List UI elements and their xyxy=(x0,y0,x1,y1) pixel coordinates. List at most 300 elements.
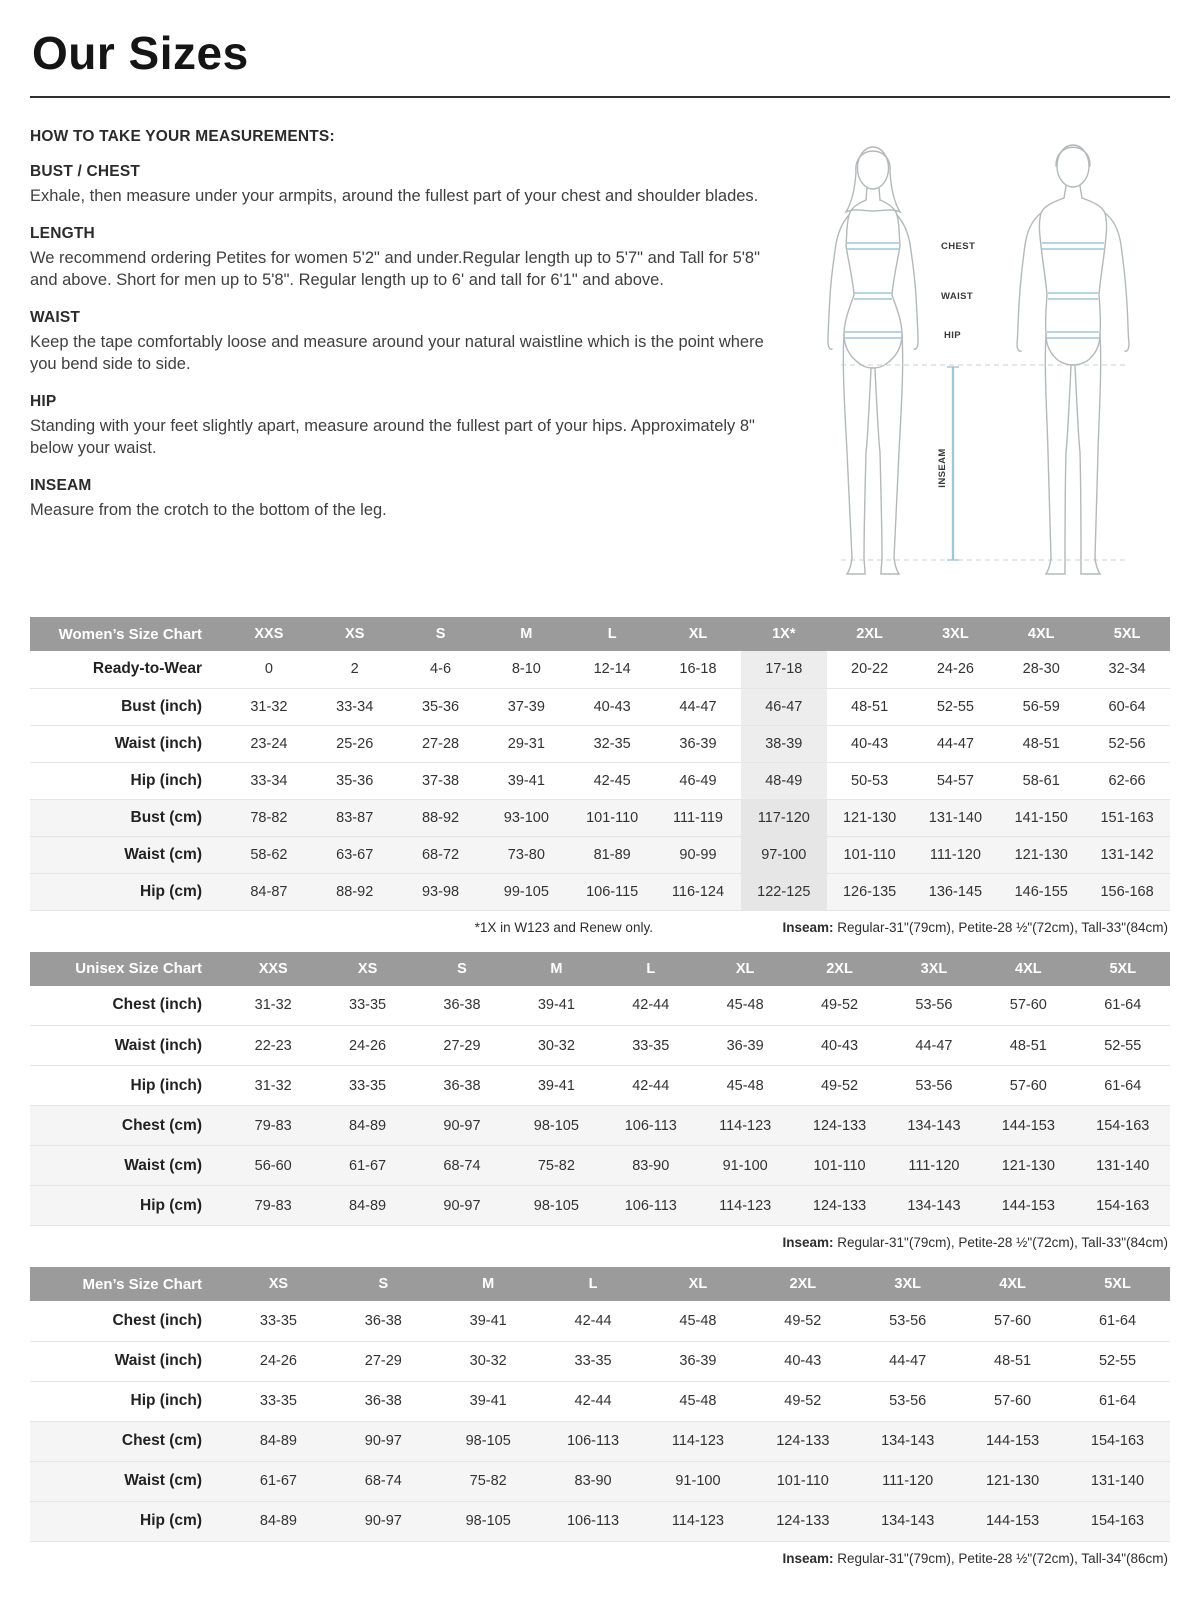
size-cell: 91-100 xyxy=(698,1146,792,1186)
size-cell: 49-52 xyxy=(784,1312,822,1329)
size-cell: 131-142 xyxy=(1084,836,1170,873)
guide-text xyxy=(30,128,778,593)
size-cell: 131-140 xyxy=(913,799,999,836)
size-cell: 81-89 xyxy=(569,836,655,873)
table-row xyxy=(30,799,1170,836)
col-header-4xl: 4XL xyxy=(960,1267,1065,1301)
size-cell: 52-56 xyxy=(1108,735,1146,752)
section-heading-1: LENGTH xyxy=(30,224,95,242)
col-header-m: M xyxy=(483,617,569,651)
size-cell: 33-35 xyxy=(574,1353,612,1369)
waist-label: WAIST xyxy=(941,291,974,302)
size-cell: 42-44 xyxy=(574,1312,612,1329)
size-cell: 49-52 xyxy=(820,997,859,1014)
size-cell: 84-87 xyxy=(226,873,312,910)
size-cell: 144-153 xyxy=(981,1186,1075,1226)
col-header-s: S xyxy=(331,1267,436,1301)
chest-label: CHEST xyxy=(941,241,976,252)
size-cell: 68-74 xyxy=(415,1146,509,1186)
col-header-xl: XL xyxy=(655,617,741,651)
row-label: Waist (inch) xyxy=(114,1352,202,1369)
size-cell: 31-32 xyxy=(250,698,288,715)
size-cell: 83-90 xyxy=(604,1146,698,1186)
size-cell: 98-105 xyxy=(509,1106,603,1146)
col-header-l: L xyxy=(604,952,698,986)
size-cell: 20-22 xyxy=(851,661,889,678)
size-cell: 114-123 xyxy=(698,1186,792,1226)
size-cell: 91-100 xyxy=(646,1461,751,1501)
row-label: Chest (inch) xyxy=(112,1311,202,1329)
size-cell: 56-60 xyxy=(226,1146,320,1186)
size-cell: 36-39 xyxy=(726,1037,764,1054)
size-cell: 48-51 xyxy=(994,1353,1032,1369)
size-cell: 52-55 xyxy=(1104,1037,1142,1054)
row-label: Waist (cm) xyxy=(30,1146,226,1186)
section-text-0: Exhale, then measure under your armpits, around the fullest part of your chest and shoulder blades. xyxy=(30,187,759,205)
womens-size-table xyxy=(30,617,1170,911)
table-row xyxy=(30,1106,1170,1146)
size-cell: 73-80 xyxy=(483,836,569,873)
size-cell: 31-32 xyxy=(254,1077,292,1094)
size-cell: 84-89 xyxy=(226,1501,331,1541)
size-cell: 124-133 xyxy=(750,1421,855,1461)
size-cell: 25-26 xyxy=(336,735,374,752)
col-header-1x*: 1X* xyxy=(741,617,827,651)
measurement-figure-svg xyxy=(801,128,1166,593)
size-cell: 22-23 xyxy=(254,1037,292,1054)
female-figure xyxy=(828,147,918,574)
section-heading-2: WAIST xyxy=(30,308,81,326)
table-row xyxy=(30,651,1170,688)
size-cell: 58-62 xyxy=(226,836,312,873)
row-label: Bust (inch) xyxy=(121,697,202,715)
col-header-s: S xyxy=(415,952,509,986)
table-row xyxy=(30,1301,1170,1341)
size-cell: 116-124 xyxy=(655,873,741,910)
size-cell: 44-47 xyxy=(936,735,974,752)
col-header-4xl: 4XL xyxy=(998,617,1084,651)
size-cell: 44-47 xyxy=(889,1353,927,1369)
section-text-1: We recommend ordering Petites for women 5'2" and under.Regular length up to 5'7" and Tall for 5'8" and above. Short for men up to 5'8". Regular length up to 6' and tall for 6'1" and above. xyxy=(30,248,760,289)
size-cell: 57-60 xyxy=(994,1312,1032,1329)
size-cell: 45-48 xyxy=(679,1312,717,1329)
size-cell: 49-52 xyxy=(784,1393,822,1409)
size-cell: 24-26 xyxy=(259,1353,297,1369)
size-cell: 88-92 xyxy=(398,799,484,836)
row-label: Bust (cm) xyxy=(30,799,226,836)
size-cell: 101-110 xyxy=(569,799,655,836)
size-cell: 53-56 xyxy=(915,1077,953,1094)
row-label: Ready-to-Wear xyxy=(92,660,202,678)
size-cell: 39-41 xyxy=(537,1077,575,1094)
row-label: Waist (inch) xyxy=(114,734,202,752)
size-cell: 114-123 xyxy=(646,1501,751,1541)
size-cell: 30-32 xyxy=(537,1037,575,1054)
table-row xyxy=(30,1066,1170,1106)
size-cell: 122-125 xyxy=(741,873,827,910)
size-cell: 37-38 xyxy=(421,772,460,789)
size-cell: 58-61 xyxy=(1022,772,1060,789)
row-label: Chest (inch) xyxy=(112,996,202,1014)
size-cell: 48-51 xyxy=(1022,735,1060,752)
asterisk-footnote: *1X in W123 and Renew only. xyxy=(474,919,653,935)
col-header-xxs: XXS xyxy=(226,617,312,651)
hip-label: HIP xyxy=(944,330,962,341)
unisex-size-chart xyxy=(30,952,1170,1256)
inseam-footnote: Inseam: Regular-31"(79cm), Petite-28 ½"(72cm), Tall-34"(86cm) xyxy=(782,1550,1168,1566)
size-cell: 33-35 xyxy=(349,1077,387,1094)
size-cell: 32-34 xyxy=(1108,661,1146,678)
size-cell: 106-113 xyxy=(604,1186,698,1226)
size-cell: 61-64 xyxy=(1098,1312,1137,1329)
col-header-s: S xyxy=(398,617,484,651)
size-cell: 31-32 xyxy=(254,997,292,1014)
size-cell: 23-24 xyxy=(250,735,288,752)
table-title: Men’s Size Chart xyxy=(30,1267,226,1301)
size-cell: 106-115 xyxy=(569,873,655,910)
size-cell: 45-48 xyxy=(679,1393,717,1409)
size-cell: 101-110 xyxy=(792,1146,886,1186)
size-cell: 33-35 xyxy=(632,1037,670,1054)
size-cell: 39-41 xyxy=(537,997,575,1014)
guide-heading: HOW TO TAKE YOUR MEASUREMENTS: xyxy=(30,128,335,145)
row-label: Chest (cm) xyxy=(30,1421,226,1461)
size-cell: 39-41 xyxy=(469,1312,507,1329)
size-cell: 121-130 xyxy=(998,836,1084,873)
inseam-dashed-guides xyxy=(841,365,1126,560)
size-cell: 48-51 xyxy=(1009,1037,1047,1054)
size-cell: 75-82 xyxy=(436,1461,541,1501)
size-cell: 154-163 xyxy=(1076,1106,1170,1146)
row-label: Hip (cm) xyxy=(30,1186,226,1226)
size-cell: 68-74 xyxy=(331,1461,436,1501)
size-cell: 134-143 xyxy=(887,1106,981,1146)
male-figure xyxy=(1017,145,1129,574)
size-cell: 36-38 xyxy=(364,1312,402,1329)
col-header-l: L xyxy=(541,1267,646,1301)
size-cell: 90-97 xyxy=(415,1106,509,1146)
table-row xyxy=(30,986,1170,1026)
size-cell: 134-143 xyxy=(855,1421,960,1461)
size-cell: 131-140 xyxy=(1076,1146,1170,1186)
size-cell: 27-28 xyxy=(421,735,460,752)
tables-wrap xyxy=(30,617,1170,1571)
size-cell: 28-30 xyxy=(1022,661,1060,678)
size-cell: 61-64 xyxy=(1104,1077,1142,1094)
size-cell: 56-59 xyxy=(1022,698,1060,715)
col-header-xs: XS xyxy=(226,1267,331,1301)
size-cell: 44-47 xyxy=(679,698,717,715)
size-cell: 98-105 xyxy=(436,1501,541,1541)
section-text-2: Keep the tape comfortably loose and measure around your natural waistline which is the point where you bend side to side. xyxy=(30,332,764,373)
size-cell: 151-163 xyxy=(1084,799,1170,836)
size-cell: 46-49 xyxy=(679,772,717,789)
size-cell: 90-97 xyxy=(331,1501,436,1541)
col-header-xs: XS xyxy=(320,952,414,986)
size-cell: 33-34 xyxy=(250,772,288,789)
size-cell: 134-143 xyxy=(855,1501,960,1541)
size-cell: 75-82 xyxy=(509,1146,603,1186)
size-cell: 12-14 xyxy=(593,661,631,678)
size-cell: 68-72 xyxy=(398,836,484,873)
size-cell: 42-45 xyxy=(593,772,631,789)
size-cell: 8-10 xyxy=(511,661,541,678)
inseam-footnote: Inseam: Regular-31"(79cm), Petite-28 ½"(72cm), Tall-33"(84cm) xyxy=(782,1235,1168,1250)
size-cell: 48-49 xyxy=(741,762,827,799)
size-cell: 90-97 xyxy=(415,1186,509,1226)
size-cell: 124-133 xyxy=(792,1106,886,1146)
size-cell: 30-32 xyxy=(469,1353,507,1369)
size-cell: 101-110 xyxy=(750,1461,855,1501)
col-header-l: L xyxy=(569,617,655,651)
size-cell: 154-163 xyxy=(1076,1186,1170,1226)
size-cell: 83-87 xyxy=(312,799,398,836)
col-header-xl: XL xyxy=(646,1267,751,1301)
col-header-xl: XL xyxy=(698,952,792,986)
size-cell: 121-130 xyxy=(827,799,913,836)
size-cell: 36-38 xyxy=(364,1393,402,1409)
size-cell: 154-163 xyxy=(1065,1501,1170,1541)
section-text-4: Measure from the crotch to the bottom of the leg. xyxy=(30,500,387,519)
size-cell: 35-36 xyxy=(421,698,460,715)
female-measure-lines xyxy=(844,243,902,338)
size-cell: 52-55 xyxy=(936,698,974,715)
size-cell: 93-100 xyxy=(483,799,569,836)
row-label: Waist (cm) xyxy=(30,1461,226,1501)
size-cell: 54-57 xyxy=(936,772,974,789)
size-cell: 111-120 xyxy=(887,1146,981,1186)
table-footnotes xyxy=(30,920,1170,940)
row-label: Hip (inch) xyxy=(130,1076,202,1094)
col-header-m: M xyxy=(436,1267,541,1301)
section-text-3: Standing with your feet slightly apart, measure around the fullest part of your hips. Approximately 8" below your waist. xyxy=(30,416,755,457)
size-cell: 99-105 xyxy=(483,873,569,910)
size-cell: 84-89 xyxy=(320,1186,414,1226)
size-cell: 101-110 xyxy=(827,836,913,873)
inseam-label: INSEAM xyxy=(937,448,948,488)
size-cell: 24-26 xyxy=(936,661,974,678)
size-cell: 156-168 xyxy=(1084,873,1170,910)
inseam-footnote: Inseam: Regular-31"(79cm), Petite-28 ½"(72cm), Tall-33"(84cm) xyxy=(782,919,1168,935)
col-header-3xl: 3XL xyxy=(887,952,981,986)
col-header-2xl: 2XL xyxy=(792,952,886,986)
size-cell: 39-41 xyxy=(469,1393,507,1409)
col-header-5xl: 5XL xyxy=(1065,1267,1170,1301)
table-row xyxy=(30,1461,1170,1501)
col-header-2xl: 2XL xyxy=(750,1267,855,1301)
size-cell: 111-120 xyxy=(855,1461,960,1501)
table-row xyxy=(30,1186,1170,1226)
size-cell: 40-43 xyxy=(820,1037,859,1054)
guide-sections xyxy=(30,163,778,522)
col-header-5xl: 5XL xyxy=(1076,952,1170,986)
size-cell: 2 xyxy=(350,661,359,678)
col-header-3xl: 3XL xyxy=(913,617,999,651)
size-cell: 57-60 xyxy=(994,1393,1032,1409)
size-cell: 111-119 xyxy=(655,799,741,836)
size-cell: 131-140 xyxy=(1065,1461,1170,1501)
size-cell: 84-89 xyxy=(226,1421,331,1461)
size-cell: 0 xyxy=(264,661,273,678)
size-cell: 136-145 xyxy=(913,873,999,910)
size-cell: 48-51 xyxy=(851,698,889,715)
size-cell: 42-44 xyxy=(632,997,670,1014)
size-cell: 33-35 xyxy=(259,1393,297,1409)
size-cell: 93-98 xyxy=(398,873,484,910)
size-cell: 90-97 xyxy=(331,1421,436,1461)
size-cell: 16-18 xyxy=(679,661,717,678)
measurement-guide xyxy=(30,128,1170,593)
size-cell: 53-56 xyxy=(889,1393,927,1409)
table-row xyxy=(30,873,1170,910)
size-cell: 35-36 xyxy=(336,772,374,789)
size-cell: 111-120 xyxy=(913,836,999,873)
size-cell: 106-113 xyxy=(604,1106,698,1146)
size-cell: 62-66 xyxy=(1108,772,1146,789)
size-cell: 124-133 xyxy=(750,1501,855,1541)
size-cell: 17-18 xyxy=(741,651,827,688)
section-heading-4: INSEAM xyxy=(30,476,92,494)
size-cell: 106-113 xyxy=(541,1421,646,1461)
table-footnotes xyxy=(30,1235,1170,1255)
size-cell: 63-67 xyxy=(312,836,398,873)
size-cell: 29-31 xyxy=(507,735,545,752)
table-row xyxy=(30,1146,1170,1186)
size-cell: 61-64 xyxy=(1098,1393,1137,1409)
size-cell: 4-6 xyxy=(430,661,452,678)
size-cell: 44-47 xyxy=(915,1037,953,1054)
size-cell: 84-89 xyxy=(320,1106,414,1146)
size-cell: 146-155 xyxy=(998,873,1084,910)
size-cell: 97-100 xyxy=(741,836,827,873)
table-row xyxy=(30,1501,1170,1541)
size-cell: 27-29 xyxy=(364,1353,402,1369)
row-label: Chest (cm) xyxy=(30,1106,226,1146)
size-cell: 144-153 xyxy=(960,1501,1065,1541)
size-cell: 121-130 xyxy=(960,1461,1065,1501)
col-header-2xl: 2XL xyxy=(827,617,913,651)
size-cell: 37-39 xyxy=(507,698,545,715)
col-header-3xl: 3XL xyxy=(855,1267,960,1301)
size-cell: 38-39 xyxy=(741,725,827,762)
size-cell: 90-99 xyxy=(655,836,741,873)
size-cell: 79-83 xyxy=(226,1106,320,1146)
size-cell: 79-83 xyxy=(226,1186,320,1226)
size-cell: 36-38 xyxy=(443,1077,481,1094)
col-header-4xl: 4XL xyxy=(981,952,1075,986)
size-cell: 33-35 xyxy=(259,1312,297,1329)
size-cell: 144-153 xyxy=(960,1421,1065,1461)
row-label: Waist (inch) xyxy=(114,1036,202,1054)
size-cell: 45-48 xyxy=(726,997,764,1014)
size-cell: 27-29 xyxy=(443,1037,481,1054)
size-cell: 36-39 xyxy=(679,1353,717,1369)
inseam-line xyxy=(947,367,959,560)
table-row xyxy=(30,1421,1170,1461)
size-cell: 42-44 xyxy=(632,1077,670,1094)
size-cell: 50-53 xyxy=(851,772,889,789)
size-cell: 40-43 xyxy=(784,1353,822,1369)
size-cell: 121-130 xyxy=(981,1146,1075,1186)
male-measure-lines xyxy=(1042,243,1104,338)
size-cell: 60-64 xyxy=(1108,698,1146,715)
size-cell: 106-113 xyxy=(541,1501,646,1541)
size-cell: 45-48 xyxy=(726,1077,764,1094)
size-cell: 57-60 xyxy=(1009,997,1047,1014)
size-cell: 42-44 xyxy=(574,1393,612,1409)
measurement-diagram xyxy=(788,128,1170,593)
table-row xyxy=(30,1026,1170,1066)
size-cell: 144-153 xyxy=(981,1106,1075,1146)
col-header-xs: XS xyxy=(312,617,398,651)
size-cell: 53-56 xyxy=(915,997,953,1014)
section-heading-3: HIP xyxy=(30,392,57,410)
table-row xyxy=(30,1341,1170,1381)
row-label: Hip (inch) xyxy=(130,771,202,789)
size-cell: 154-163 xyxy=(1065,1421,1170,1461)
size-cell: 52-55 xyxy=(1098,1353,1137,1369)
size-cell: 78-82 xyxy=(226,799,312,836)
size-cell: 53-56 xyxy=(889,1312,927,1329)
mens-size-table xyxy=(30,1267,1170,1542)
row-label: Hip (cm) xyxy=(30,1501,226,1541)
womens-size-chart xyxy=(30,617,1170,940)
size-cell: 88-92 xyxy=(312,873,398,910)
size-cell: 98-105 xyxy=(436,1421,541,1461)
size-cell: 98-105 xyxy=(509,1186,603,1226)
unisex-size-table xyxy=(30,952,1170,1227)
table-row xyxy=(30,688,1170,725)
size-cell: 40-43 xyxy=(593,698,631,715)
page-title: Our Sizes xyxy=(32,27,249,79)
size-cell: 46-47 xyxy=(741,688,827,725)
size-cell: 114-123 xyxy=(698,1106,792,1146)
title-divider xyxy=(30,96,1170,98)
row-label: Hip (inch) xyxy=(130,1392,202,1409)
table-row xyxy=(30,836,1170,873)
row-label: Hip (cm) xyxy=(30,873,226,910)
table-title: Unisex Size Chart xyxy=(30,952,226,986)
size-cell: 33-34 xyxy=(336,698,374,715)
size-cell: 32-35 xyxy=(593,735,631,752)
table-title: Women’s Size Chart xyxy=(30,617,226,651)
size-cell: 61-67 xyxy=(320,1146,414,1186)
size-cell: 49-52 xyxy=(820,1077,859,1094)
size-cell: 61-64 xyxy=(1104,997,1142,1014)
mens-size-chart xyxy=(30,1267,1170,1571)
table-row xyxy=(30,725,1170,762)
size-cell: 126-135 xyxy=(827,873,913,910)
size-cell: 61-67 xyxy=(226,1461,331,1501)
size-cell: 134-143 xyxy=(887,1186,981,1226)
col-header-5xl: 5XL xyxy=(1084,617,1170,651)
table-row xyxy=(30,1381,1170,1421)
size-cell: 83-90 xyxy=(541,1461,646,1501)
size-cell: 36-38 xyxy=(443,997,481,1014)
table-row xyxy=(30,762,1170,799)
table-footnotes xyxy=(30,1551,1170,1571)
size-cell: 24-26 xyxy=(349,1037,387,1054)
section-heading-0: BUST / CHEST xyxy=(30,163,141,180)
size-cell: 57-60 xyxy=(1009,1077,1047,1094)
col-header-xxs: XXS xyxy=(226,952,320,986)
size-cell: 33-35 xyxy=(349,997,387,1014)
size-cell: 141-150 xyxy=(998,799,1084,836)
size-cell: 114-123 xyxy=(646,1421,751,1461)
col-header-m: M xyxy=(509,952,603,986)
size-cell: 124-133 xyxy=(792,1186,886,1226)
size-cell: 40-43 xyxy=(851,735,889,752)
